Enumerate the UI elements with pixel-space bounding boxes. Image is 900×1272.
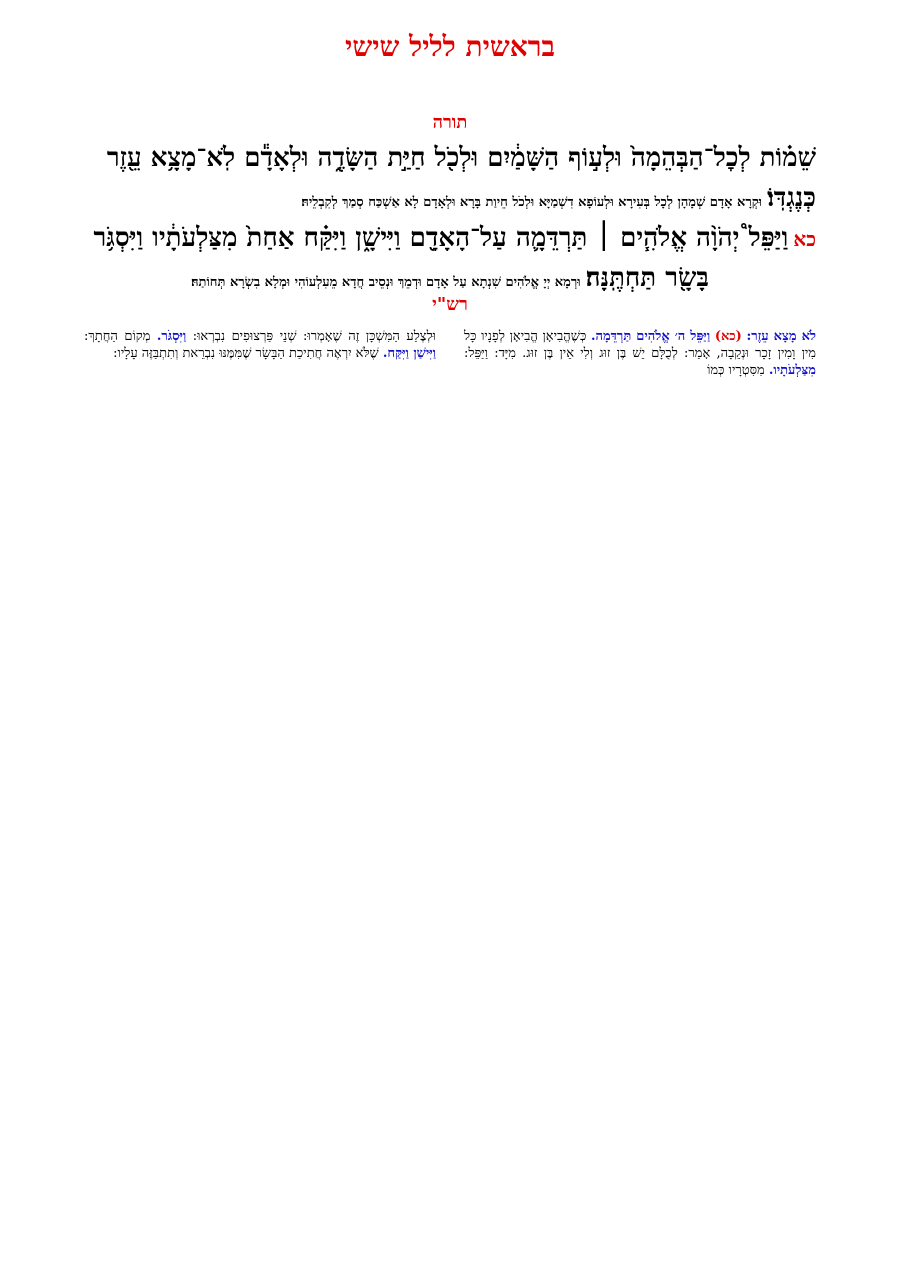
- rashi-left-column: [84, 328, 436, 362]
- torah-line-2-targum: וּקְרָא אָדָם שְׁמָהָן לְכָל בְּעִירָא וּלְעוֹפָא דִשְׁמַיָּא וּלְכֹל חֵיוַת בָּרָא וּלְאָדָם לָא אַשְׁכַּח סְמַךְ לְקִבְלֵיהּ׃: [301, 195, 762, 210]
- torah-line-3: [84, 218, 816, 258]
- rashi-right-column: [464, 328, 816, 379]
- dibbur-hamatchil: וַיִּסְגֹּר.: [156, 329, 187, 344]
- rashi-text: מִסִּטְרָיו כְּמוֹ: [707, 363, 765, 378]
- dibbur-hamatchil: וַיַּפֵּל:: [464, 346, 489, 361]
- rashi-text: שֶׁלֹּא יִרְאֶה חֲתִיכַת הַבָּשָׂר שֶׁמִּמֶּנּוּ נִבְרֵאת וְתִתְבַּזֶּה עָלָיו:: [113, 346, 379, 361]
- dibbur-hamatchil: מִצַּלְעֹתָיו.: [768, 363, 816, 378]
- torah-line-4: [84, 258, 816, 298]
- verse-reference: (כא): [714, 329, 742, 344]
- verse-number: כא: [793, 227, 816, 251]
- torah-line-3-hebrew: וַיַּפֵּל֩ יְהֹוָ֨ה אֱלֹהִ֧ים ׀ תַּרְדֵּמָ֛ה עַל־הָאָדָ֖ם וַיִּישָׁ֑ן וַיִּקַּ֗ח אַחַת֙ מִצַּלְעֹתָ֔יו וַיִּסְגֹּ֥ר: [93, 223, 789, 253]
- torah-line-2-hebrew: כְּנֶגְדּֽוֹ׃: [767, 183, 816, 213]
- torah-heading: תורה: [432, 112, 468, 133]
- rashi-text: כְּשֶׁהֱבִיאָן הֱבִיאָן לְפָנָיו כָּל מִין וָמִין זָכָר וּנְקֵבָה, אָמַר: לְכֻלָּם יֵשׁ בֶּן זוּג וְלִי אֵין בֶּן זוּג. מִיָּד:: [464, 329, 816, 361]
- torah-text: [84, 138, 816, 298]
- rashi-heading: רש"י: [432, 294, 468, 315]
- torah-line-1: שֵׁמ֗וֹת לְכׇל־הַבְּהֵמָה֙ וּלְע֣וֹף הַשָּׁמַ֔יִם וּלְכֹ֖ל חַיַּ֣ת הַשָּׂדֶ֑ה וּלְאָדָ֕ם לֹֽא־מָצָ֥א עֵ֖זֶר: [106, 143, 816, 173]
- rashi-text: מְקוֹם הַחֲתָךְ:: [84, 329, 151, 344]
- rashi-text: וּלְצֶלַע הַמִּשְׁכָּן זֶה שֶׁאָמְרוּ: שְׁנֵי פַּרְצוּפִים נִבְרְאוּ:: [192, 329, 436, 344]
- page-title: בראשית לליל שישי: [345, 30, 555, 63]
- dibbur-hamatchil: וַיַּפֵּל ה׳ אֱלֹהִים תַּרְדֵּמָה.: [590, 329, 711, 344]
- dibbur-hamatchil: וַיִּישַׁן וַיִּקַּח.: [382, 346, 436, 361]
- torah-line-4-hebrew: בָּשָׂ֖ר תַּחְתֶּֽנָּה׃: [585, 263, 709, 293]
- torah-line-4-targum: וּרְמָא יְיָ אֱלֹהִים שִׁנְתָא עַל אָדָם וּדְמֵךְ וּנְסֵיב חֲדָא מֵעִלְעוֹהִי וּמְלָא בִשְׂרָא תְּחוֹתַהּ׃: [191, 275, 581, 290]
- torah-line-2: [84, 178, 816, 218]
- dibbur-hamatchil: לֹא מָצָא עֵזֶר:: [746, 329, 817, 344]
